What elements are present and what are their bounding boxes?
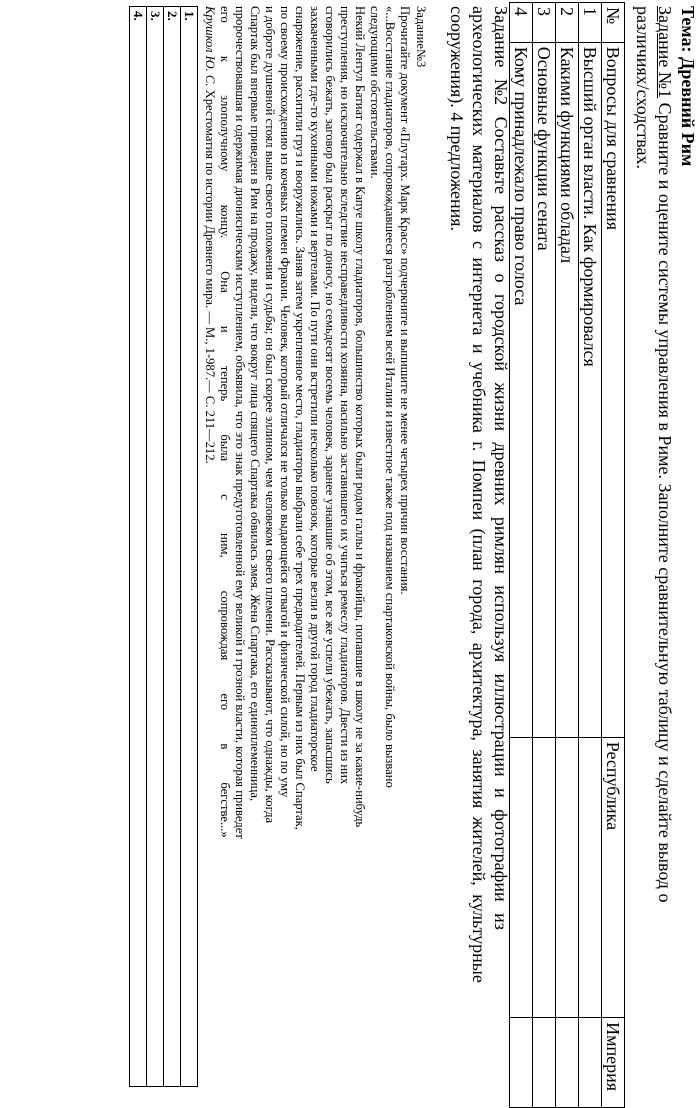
row-num: 2 [556,3,579,43]
row-question: Какими функциями обладал [556,42,579,737]
republic-cell[interactable] [533,737,556,1017]
answers-table [129,6,198,1087]
document-line: Спартак был впервые приведен в Рим на продажу, видели, что вокруг лица спящего Спартака обвилась змея. Жена Спартака, его единоплеменница, [248,6,262,802]
answer-row [147,7,164,1087]
table-header-row [602,3,625,1108]
answer-cell[interactable]: 1. [181,7,198,1087]
task2-line2: археологических материалов с интернета и учебника г. Помпеи (план города, архитектура, занятия жителей, культурные [469,6,489,983]
republic-cell[interactable] [510,737,533,1017]
answer-row [130,7,147,1087]
document-line: Некий Лентул Батиат содержал в Капуе школу гладиаторов, большинство которых были родом галлы и фракийцы, попавшие в школу не за какие-нибудь [353,6,367,828]
document-line: следующими обстоятельствами. [368,6,382,179]
table-row [579,3,602,1108]
answer-cell[interactable]: 3. [147,7,164,1087]
answer-cell[interactable]: 2. [164,7,181,1087]
document-line: преступления, но исключительно вследствие несправедливости хозяина, насильно заставившего их учиться ремеслу гладиаторов. Двести из них [338,6,352,785]
row-question: Кому принадлежало право голоса [510,42,533,737]
document-line: снаряжение, расхитили груз и вооружились. Заняв затем укрепленное место, гладиаторы выбрали себе трех предводителей. Первым из них был Спартак, [293,6,307,830]
row-num: 3 [533,3,556,43]
table-row [533,3,556,1108]
empire-cell[interactable] [556,1018,579,1108]
answer-cell[interactable]: 4. [130,7,147,1087]
task2-line1: Задание №2 Составьте рассказ о городской жизни древних римлян используя иллюстрации и фотографии из [491,6,511,930]
task2-line3: сооружения). 4 предложения. [447,6,467,232]
republic-cell[interactable] [556,737,579,1017]
page-title: Тема: Древний Рим [678,6,698,167]
empire-cell[interactable] [533,1018,556,1108]
document-line: его к злополучному концу. Она и теперь была с ним, сопровождая его в бегстве...» [218,6,232,838]
row-question: Высший орган власти. Как формировался [579,42,602,737]
answer-row [181,7,198,1087]
header-num: № [602,3,625,43]
header-republic: Республика [602,737,625,1017]
header-empire: Империя [602,1018,625,1108]
header-question: Вопросы для сравнения [602,42,625,737]
citation: Крушкол Ю. С. Хрестоматия по истории Древнего мира. — М., 1-987.— С. 211—212. [203,6,217,464]
document-line: «...Восстание гладиаторов, сопровождавшееся разграблением всей Италии и известное также под названием спартаковской войны, было вызвано [383,6,397,788]
document-line: и доброте душевной стоял выше своего положения и судьбы; он был скорее эллином, чем человеком своего племени. Рассказывают, что однажды, когда [263,6,277,824]
empire-cell[interactable] [579,1018,602,1108]
row-question: Основные функции сената [533,42,556,737]
table-row [556,3,579,1108]
empire-cell[interactable] [510,1018,533,1108]
republic-cell[interactable] [579,737,602,1017]
table-row [510,3,533,1108]
document-line: сговорились бежать, заговор был раскрыт по доносу, но семьдесят восемь человек, заранее узнавшие об этом, все же успели убежать, запасшись [323,6,337,784]
document-line: пророчествовавшая и одержимая дионисическим исступлением, объявила, что это знак предуготовленной ему великой и грозной власти, которая приведет [233,6,247,839]
task3-instruction: Прочитайте документ «Плутарх. Марк Красс» подчеркните и выпишите не менее четырех причин восстания. [398,6,412,595]
row-num: 4 [510,3,533,43]
answer-row [164,7,181,1087]
row-num: 1 [579,3,602,43]
document-line: захваченными где-то кухонными ножами и вертелами. По пути они встретили несколько повозок, которые везли в другой город гладиаторское [308,6,322,772]
task1-text: Задание №1 Сравните и оцените системы управления в Риме. Заполните сравнительную таблицу и сделайте вывод о [655,6,675,903]
task1-text-cont: различиях/сходствах. [633,6,653,169]
comparison-table [509,2,625,1108]
document-line: по своему происхождению из кочевых племен Фракии. Человек, который отличался не только выдающейся отвагой и физической силой, но по уму [278,6,292,798]
task3-label: Задание№3 [414,6,428,68]
